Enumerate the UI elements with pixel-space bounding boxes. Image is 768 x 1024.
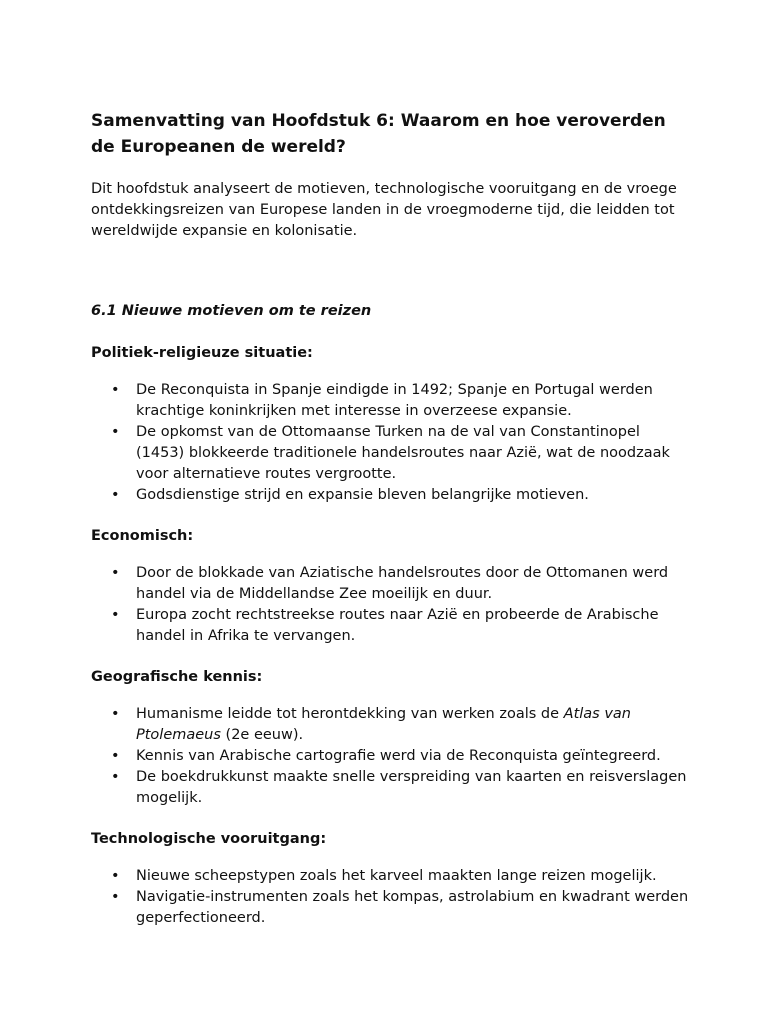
bullet-list-technologisch [91, 866, 691, 929]
subsection-heading-geografisch: Geografische kennis: [91, 669, 263, 685]
list-item-text-after: (2e eeuw). [220, 727, 304, 743]
subsection-heading-politiek: Politiek-religieuze situatie: [91, 345, 313, 361]
list-item-text: Nieuwe scheepstypen zoals het karveel maakten lange reizen mogelijk. [136, 868, 657, 884]
subsection-heading-technologisch: Technologische vooruitgang: [91, 831, 327, 847]
document-page [91, 108, 691, 929]
list-item-text: De Reconquista in Spanje eindigde in 1492; Spanje en Portugal werden krachtige koninkrijken met interesse in overzeese expansie. [136, 382, 653, 419]
list-item [91, 887, 691, 929]
document-title: Samenvatting van Hoofdstuk 6: Waarom en hoe veroverden de Europeanen de wereld? [91, 111, 666, 157]
list-item-text: Navigatie-instrumenten zoals het kompas, astrolabium en kwadrant werden geperfectioneerd. [136, 889, 689, 926]
bullet-icon: • [111, 607, 120, 623]
list-item-text-before: Humanisme leidde tot herontdekking van werken zoals de [136, 706, 564, 722]
bullet-icon: • [111, 706, 120, 722]
list-item [91, 605, 691, 647]
list-item-text-italic: Atlas van Ptolemaeus [136, 706, 631, 743]
list-item [91, 746, 691, 767]
bullet-icon: • [111, 382, 120, 398]
bullet-icon: • [111, 889, 120, 905]
list-item [91, 704, 691, 746]
list-item [91, 422, 691, 485]
list-item [91, 767, 691, 809]
bullet-icon: • [111, 565, 120, 581]
bullet-icon: • [111, 487, 120, 503]
list-item [91, 485, 691, 506]
list-item [91, 380, 691, 422]
bullet-icon: • [111, 769, 120, 785]
list-item-text: Kennis van Arabische cartografie werd via de Reconquista geïntegreerd. [136, 748, 661, 764]
list-item [91, 866, 691, 887]
bullet-list-politiek [91, 380, 691, 506]
section-heading: 6.1 Nieuwe motieven om te reizen [91, 303, 372, 319]
bullet-icon: • [111, 868, 120, 884]
bullet-icon: • [111, 424, 120, 440]
bullet-icon: • [111, 748, 120, 764]
list-item-text: De boekdrukkunst maakte snelle verspreiding van kaarten en reisverslagen mogelijk. [136, 769, 687, 806]
list-item-text: De opkomst van de Ottomaanse Turken na de val van Constantinopel (1453) blokkeerde traditionele handelsroutes naar Azië, wat de noodzaak voor alternatieve routes vergrootte. [136, 424, 670, 482]
subsection-heading-economisch: Economisch: [91, 528, 194, 544]
bullet-list-economisch [91, 563, 691, 647]
list-item [91, 563, 691, 605]
intro-paragraph: Dit hoofdstuk analyseert de motieven, technologische vooruitgang en de vroege ontdekkingsreizen van Europese landen in de vroegmoderne tijd, die leidden tot wereldwijde expansie en kolonisatie. [91, 181, 677, 239]
list-item-text: Europa zocht rechtstreekse routes naar Azië en probeerde de Arabische handel in Afrika te vervangen. [136, 607, 659, 644]
bullet-list-geografisch [91, 704, 691, 809]
list-item-text: Door de blokkade van Aziatische handelsroutes door de Ottomanen werd handel via de Middellandse Zee moeilijk en duur. [136, 565, 669, 602]
list-item-text: Godsdienstige strijd en expansie bleven belangrijke motieven. [136, 487, 589, 503]
